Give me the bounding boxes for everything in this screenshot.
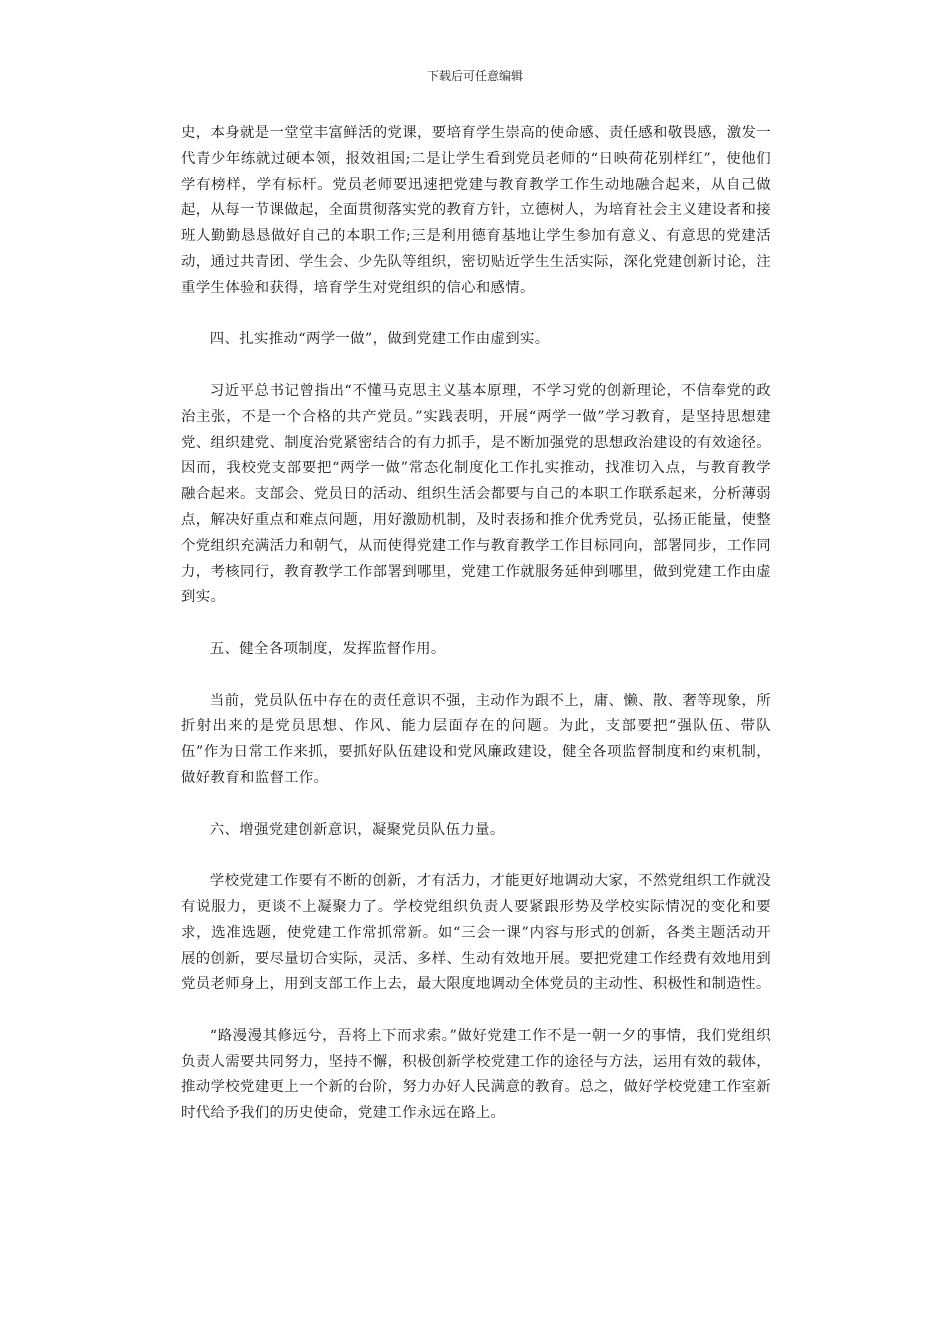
section-heading-6: 六、增强党建创新意识，凝聚党员队伍力量。 (209, 821, 505, 838)
section-heading-4: 四、扎实推动“两学一做”，做到党建工作由虚到实。 (209, 331, 550, 348)
paragraph-section-6: 学校党建工作要有不断的创新，才有活力，才能更好地调动大家，不然党组织工作就没有说服力，更谈不上凝聚力了。学校党组织负责人要紧跟形势及学校实际情况的变化和要求，选准选题，使党建工作常抓常新。如“三会一课”内容与形式的创新，各类主题活动开展的创新，要尽量切合实际，灵活、多样、生动有效地开展。要把党建工作经费有效地用到党员老师身上，用到支部工作上去，最大限度地调动全体党员的主动性、积极性和制造性。 (181, 873, 771, 993)
paragraph-section-4: 习近平总书记曾指出“不懂马克思主义基本原理，不学习党的创新理论，不信奉党的政治主张，不是一个合格的共产党员。”实践表明，开展“两学一做”学习教育，是坚持思想建党、组织建党、制度治党紧密结合的有力抓手，是不断加强党的思想政治建设的有效途径。因而，我校党支部要把“两学一做”常态化制度化工作扎实推动，找准切入点，与教育教学融合起来。支部会、党员日的活动、组织生活会都要与自己的本职工作联系起来，分析薄弱点，解决好重点和难点问题，用好激励机制，及时表扬和推介优秀党员，弘扬正能量，使整个党组织充满活力和朝气，从而使得党建工作与教育教学工作目标同向，部署同步，工作同力，考核同行，教育教学工作部署到哪里，党建工作就服务延伸到哪里，做到党建工作由虚到实。 (181, 382, 771, 606)
page-header: 下载后可任意编辑 (426, 69, 523, 83)
paragraph-conclusion: “路漫漫其修远兮，吾将上下而求索。”做好党建工作不是一朝一夕的事情，我们党组织负责人需要共同努力，坚持不懈，积极创新学校党建工作的途径与方法，运用有效的载体，推动学校党建更上一个新的台阶，努力办好人民满意的教育。总之，做好学校党建工作室新时代给予我们的历史使命，党建工作永远在路上。 (181, 1027, 771, 1122)
section-heading-5: 五、健全各项制度，发挥监督作用。 (209, 640, 446, 657)
paragraph-continuation: 史，本身就是一堂堂丰富鲜活的党课，要培育学生崇高的使命感、责任感和敬畏感，激发一代青少年练就过硬本领，报效祖国;二是让学生看到党员老师的“日映荷花别样红”，使他们学有榜样，学有标杆。党员老师要迅速把党建与教育教学工作生动地融合起来，从自己做起，从每一节课做起，全面贯彻落实党的教育方针，立德树人，为培育社会主义建设者和接班人勤勤恳恳做好自己的本职工作;三是利用德育基地让学生参加有意义、有意思的党建活动，通过共青团、学生会、少先队等组织，密切贴近学生生活实际，深化党建创新讨论，注重学生体验和获得，培育学生对党组织的信心和感情。 (181, 125, 771, 296)
paragraph-section-5: 当前，党员队伍中存在的责任意识不强，主动作为跟不上，庸、懒、散、奢等现象，所折射出来的是党员思想、作风、能力层面存在的问题。为此，支部要把“强队伍、带队伍”作为日常工作来抓，要抓好队伍建设和党风廉政建设，健全各项监督制度和约束机制，做好教育和监督工作。 (181, 692, 771, 786)
document-body (181, 121, 771, 1127)
